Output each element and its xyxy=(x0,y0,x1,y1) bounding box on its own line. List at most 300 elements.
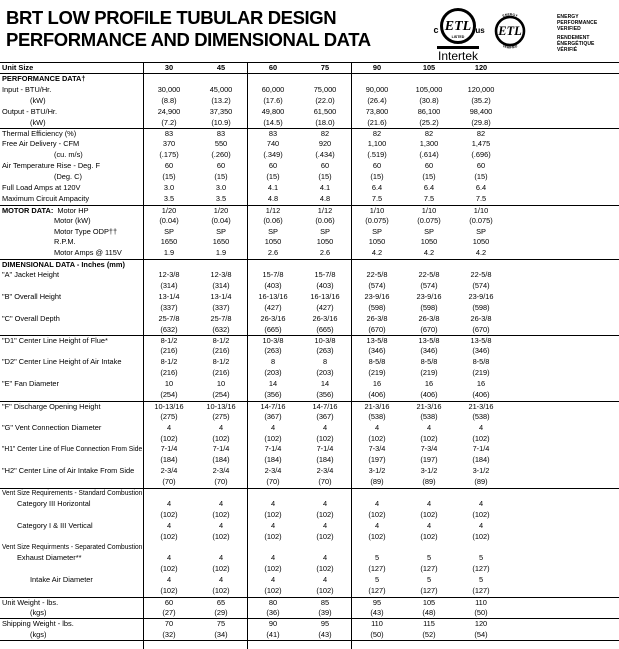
table-cell: 5 xyxy=(478,553,484,563)
caption-line: ENERGY xyxy=(557,14,579,20)
table-cell: 3-1/2 xyxy=(420,466,438,476)
table-cell: 90 xyxy=(268,619,278,629)
table-cell: 61,500 xyxy=(313,106,337,116)
table-cell: (17.6) xyxy=(263,95,283,105)
row-label xyxy=(0,357,143,367)
table-cell: 16-13/16 xyxy=(310,291,340,301)
row-label xyxy=(0,139,143,149)
table-cell: (406) xyxy=(472,389,490,399)
table-cell: 10-3/8 xyxy=(314,336,336,346)
table-cell: (0.075) xyxy=(365,215,389,225)
table-cell: 1650 xyxy=(212,237,230,247)
table-row xyxy=(0,226,619,237)
table-cell: 14 xyxy=(268,379,278,389)
table-cell: 73,800 xyxy=(365,106,389,116)
etl-verified-logo-icon xyxy=(486,7,534,60)
table-cell: 550 xyxy=(214,139,228,149)
table-row xyxy=(0,215,619,226)
row-label xyxy=(0,183,143,193)
table-cell: 16 xyxy=(424,379,434,389)
column-divider xyxy=(247,63,248,649)
table-cell: (184) xyxy=(472,455,490,465)
table-cell: 70 xyxy=(164,619,174,629)
table-cell: (275) xyxy=(160,411,178,421)
table-cell: 7-1/4 xyxy=(160,444,178,454)
table-cell: 4 xyxy=(426,498,432,508)
table-row xyxy=(0,96,619,107)
row-label-text: Full Load Amps at 120V xyxy=(2,183,81,193)
table-cell: (574) xyxy=(472,281,490,291)
table-cell: (102) xyxy=(212,585,230,595)
table-cell: 115 xyxy=(423,619,435,629)
etl-verified-ring-top: ENERGY xyxy=(501,12,519,19)
table-row xyxy=(0,422,619,433)
table-row xyxy=(0,63,619,74)
table-cell: (15) xyxy=(162,172,176,182)
table-cell: 105 xyxy=(422,597,436,607)
row-label-text: "D1" Center Line Height of Flue* xyxy=(2,336,108,346)
table-row xyxy=(0,466,619,477)
table-cell: (32) xyxy=(162,629,176,639)
table-cell: 8-5/8 xyxy=(472,357,490,367)
table-cell: 7-1/4 xyxy=(264,444,282,454)
table-cell: (670) xyxy=(368,324,386,334)
row-label-text: DIMENSIONAL DATA - Inches (mm) xyxy=(2,259,125,269)
table-cell: 12-3/8 xyxy=(158,270,180,280)
row-label xyxy=(0,412,143,422)
row-label xyxy=(0,619,143,629)
row-label-text: "C" Overall Depth xyxy=(2,313,60,323)
table-cell: (356) xyxy=(316,389,334,399)
row-label-text: Motor (kW) xyxy=(54,215,91,225)
table-row xyxy=(0,313,619,324)
table-row xyxy=(0,270,619,281)
table-cell: 24,900 xyxy=(157,106,181,116)
table-cell: 90,000 xyxy=(365,85,389,95)
table-cell: SP xyxy=(164,226,174,236)
row-label xyxy=(0,455,143,465)
row-label xyxy=(0,194,143,204)
row-label xyxy=(0,444,143,454)
table-cell: (89) xyxy=(474,477,488,487)
table-cell: (39) xyxy=(318,607,332,617)
row-label xyxy=(0,499,143,509)
caption-line: PERFORMANCE xyxy=(557,19,598,26)
table-cell: (102) xyxy=(212,531,230,541)
table-row xyxy=(0,128,619,139)
table-cell: 37,350 xyxy=(209,106,233,116)
table-cell: 21-3/16 xyxy=(468,401,494,411)
table-cell: 4 xyxy=(218,498,224,508)
table-cell: 26-3/8 xyxy=(366,313,388,323)
table-cell: (0.04) xyxy=(159,215,179,225)
table-row xyxy=(0,368,619,379)
table-cell: 8-1/2 xyxy=(212,357,230,367)
table-cell: (263) xyxy=(264,346,282,356)
table-cell: (89) xyxy=(422,477,436,487)
row-label-text: Unit Weight - lbs. xyxy=(2,597,59,607)
row-label-text: Shipping Weight - lbs. xyxy=(2,619,74,629)
table-cell: 60 xyxy=(164,161,174,171)
column-divider xyxy=(351,63,352,649)
row-label-text: Vent Size Requirements - Standard Combustion xyxy=(2,488,143,498)
table-cell: (0.075) xyxy=(469,215,493,225)
row-label xyxy=(0,281,143,291)
row-label-text: PERFORMANCE DATA† xyxy=(2,74,86,84)
table-cell: (346) xyxy=(368,346,386,356)
table-cell: (102) xyxy=(264,509,282,519)
row-label xyxy=(0,336,143,346)
row-label xyxy=(0,260,143,270)
row-label-text: (kgs) xyxy=(30,607,47,617)
table-cell: (184) xyxy=(212,455,230,465)
row-label-prefix: MOTOR DATA: xyxy=(2,205,54,215)
column-header: 75 xyxy=(320,63,330,72)
row-label xyxy=(0,586,143,596)
table-cell: (0.06) xyxy=(263,215,283,225)
row-label xyxy=(0,172,143,182)
table-cell: (102) xyxy=(368,433,386,443)
table-row xyxy=(0,248,619,259)
table-cell: 21-3/16 xyxy=(364,401,390,411)
table-row xyxy=(0,237,619,248)
table-cell: (254) xyxy=(160,389,178,399)
table-cell: (54) xyxy=(474,629,488,639)
table-cell: 120 xyxy=(474,619,488,629)
table-cell: 5 xyxy=(426,575,432,585)
table-cell: (102) xyxy=(316,564,334,574)
table-cell: (403) xyxy=(264,281,282,291)
row-label xyxy=(0,598,143,608)
table-cell: 16 xyxy=(476,379,486,389)
table-row xyxy=(0,107,619,118)
table-cell: 60,000 xyxy=(261,85,285,95)
table-cell: 5 xyxy=(374,575,380,585)
row-label-text: "D2" Center Line Height of Air Intake xyxy=(2,357,122,367)
table-cell: (102) xyxy=(420,509,438,519)
table-cell: 4.2 xyxy=(423,248,435,258)
row-label xyxy=(0,402,143,412)
etl-listed-inner-text: LISTED xyxy=(451,35,465,39)
table-cell: 86,100 xyxy=(417,106,441,116)
row-label xyxy=(0,346,143,356)
table-cell: 60 xyxy=(372,161,382,171)
row-label-text: Free Air Delivery - CFM xyxy=(2,139,80,149)
table-cell: (89) xyxy=(370,477,384,487)
table-cell: 2-3/4 xyxy=(212,466,230,476)
table-cell: 75 xyxy=(216,619,226,629)
table-cell: 25-7/8 xyxy=(210,313,232,323)
table-cell: (102) xyxy=(368,531,386,541)
table-cell: (.260) xyxy=(211,150,231,160)
table-cell: (102) xyxy=(472,531,490,541)
table-cell: 83 xyxy=(164,129,174,139)
table-cell: 21-3/16 xyxy=(416,401,442,411)
table-cell: (102) xyxy=(160,433,178,443)
table-cell: 10-3/8 xyxy=(262,336,284,346)
row-label xyxy=(0,129,143,139)
table-cell: (346) xyxy=(472,346,490,356)
table-cell: (7.2) xyxy=(161,117,177,127)
table-cell: 4 xyxy=(478,520,484,530)
row-label xyxy=(0,161,143,171)
table-cell: 65 xyxy=(216,597,226,607)
table-cell: (665) xyxy=(316,324,334,334)
table-cell: 7-3/4 xyxy=(420,444,438,454)
table-cell: 85 xyxy=(320,597,330,607)
table-row xyxy=(0,597,619,608)
table-row xyxy=(0,292,619,303)
table-cell: 105,000 xyxy=(415,85,443,95)
column-header: 120 xyxy=(474,63,488,72)
table-cell: 4 xyxy=(218,520,224,530)
table-cell: (102) xyxy=(212,433,230,443)
table-cell: 16 xyxy=(372,379,382,389)
table-cell: 7.5 xyxy=(371,193,383,203)
table-cell: 95 xyxy=(372,597,382,607)
table-cell: (48) xyxy=(422,607,436,617)
table-cell: (70) xyxy=(162,477,176,487)
table-cell: (263) xyxy=(316,346,334,356)
caption-line: RENDEMENT xyxy=(557,34,590,41)
etl-mark-text: ETL xyxy=(444,19,472,34)
table-cell: SP xyxy=(320,226,330,236)
table-row xyxy=(0,346,619,357)
table-cell: 14-7/16 xyxy=(260,401,286,411)
table-cell: 1050 xyxy=(316,237,334,247)
table-cell: 1050 xyxy=(472,237,490,247)
table-cell: (203) xyxy=(264,368,282,378)
row-label-text: "F" Discharge Opening Height xyxy=(2,401,101,411)
table-cell: (632) xyxy=(160,324,178,334)
table-cell: 4 xyxy=(426,520,432,530)
table-cell: (27) xyxy=(162,607,176,617)
table-cell: 4 xyxy=(218,422,224,432)
row-label-text: (kW) xyxy=(30,95,46,105)
table-cell: (22.0) xyxy=(315,95,335,105)
table-cell: (127) xyxy=(472,585,490,595)
table-cell: 22-5/8 xyxy=(418,270,440,280)
table-cell: (102) xyxy=(368,509,386,519)
row-label-text: (Deg. C) xyxy=(54,172,82,182)
table-cell: (203) xyxy=(316,368,334,378)
table-cell: 22-5/8 xyxy=(366,270,388,280)
table-row xyxy=(0,433,619,444)
table-row xyxy=(0,281,619,292)
table-cell: 1050 xyxy=(420,237,438,247)
row-label-text: Exhaust Diameter** xyxy=(17,553,82,563)
row-label xyxy=(0,107,143,117)
table-cell: 23-9/16 xyxy=(468,291,494,301)
caption-line: ÉNERGÉTIQUE xyxy=(557,40,595,47)
table-cell: (216) xyxy=(160,346,178,356)
table-cell: (632) xyxy=(212,324,230,334)
table-cell: (15) xyxy=(422,172,436,182)
row-label xyxy=(0,270,143,280)
table-cell: 82 xyxy=(320,129,330,139)
table-cell: 4.8 xyxy=(267,193,279,203)
table-cell: 1/10 xyxy=(473,205,489,215)
table-cell: 60 xyxy=(476,161,486,171)
table-cell: 8 xyxy=(270,357,276,367)
row-label-text: Category I & III Vertical xyxy=(17,520,93,530)
table-cell: (670) xyxy=(472,324,490,334)
row-label xyxy=(0,521,143,531)
table-cell: 13-1/4 xyxy=(210,291,232,301)
table-cell: 4 xyxy=(322,553,328,563)
table-cell: 7.5 xyxy=(423,193,435,203)
table-cell: (14.5) xyxy=(263,117,283,127)
row-label-text: Maximum Circuit Ampacity xyxy=(2,193,90,203)
table-row xyxy=(0,455,619,466)
row-label-text: "B" Overall Height xyxy=(2,291,62,301)
table-cell: 1.9 xyxy=(163,248,175,258)
table-cell: 4 xyxy=(374,498,380,508)
table-cell: 4.2 xyxy=(371,248,383,258)
table-cell: (35.2) xyxy=(471,95,491,105)
table-row xyxy=(0,150,619,161)
table-cell: 4 xyxy=(166,520,172,530)
table-cell: (216) xyxy=(160,368,178,378)
table-cell: (197) xyxy=(420,455,438,465)
table-cell: 5 xyxy=(426,553,432,563)
table-cell: (15) xyxy=(370,172,384,182)
table-cell: (427) xyxy=(264,302,282,312)
table-cell: 110 xyxy=(371,619,383,629)
table-cell: 10-13/16 xyxy=(154,401,184,411)
table-cell: 8-5/8 xyxy=(420,357,438,367)
table-cell: (127) xyxy=(368,585,386,595)
row-label-text: Output - BTU/Hr. xyxy=(2,106,58,116)
table-cell: (254) xyxy=(212,389,230,399)
table-cell: (43) xyxy=(318,629,332,639)
table-row xyxy=(0,618,619,629)
table-cell: (102) xyxy=(316,585,334,595)
row-label xyxy=(0,553,143,563)
table-cell: 4 xyxy=(322,575,328,585)
table-row xyxy=(0,488,619,499)
etl-verified-mark-text: ETL xyxy=(498,24,522,38)
row-label xyxy=(0,466,143,476)
column-header: 105 xyxy=(422,63,436,72)
row-label-text: (cu. m/s) xyxy=(54,150,83,160)
row-label xyxy=(0,292,143,302)
row-label-text: Motor Amps @ 115V xyxy=(54,248,122,258)
table-cell: 95 xyxy=(320,619,330,629)
table-cell: (.519) xyxy=(367,150,387,160)
table-cell: (0.04) xyxy=(211,215,231,225)
table-cell: (.434) xyxy=(315,150,335,160)
table-row xyxy=(0,520,619,531)
row-label-text: "H1" Center Line of Flue Connection From Side xyxy=(2,444,143,454)
table-cell: (538) xyxy=(472,411,490,421)
column-header: 30 xyxy=(164,63,174,72)
table-cell: 6.4 xyxy=(475,183,487,193)
table-cell: 7-1/4 xyxy=(472,444,490,454)
table-cell: 75,000 xyxy=(313,85,337,95)
table-cell: 7.5 xyxy=(475,193,487,203)
table-cell: 4 xyxy=(270,575,276,585)
table-row xyxy=(0,335,619,346)
table-row xyxy=(0,564,619,575)
table-cell: (.696) xyxy=(471,150,491,160)
table-cell: 1650 xyxy=(160,237,178,247)
table-cell: (219) xyxy=(472,368,490,378)
table-cell: 4 xyxy=(270,553,276,563)
table-cell: 3.5 xyxy=(215,193,227,203)
table-cell: 60 xyxy=(164,597,174,607)
table-row xyxy=(0,444,619,455)
row-label-text: Category III Horizontal xyxy=(17,498,91,508)
table-cell: 1.9 xyxy=(215,248,227,258)
table-row xyxy=(0,139,619,150)
table-cell: 120,000 xyxy=(467,85,495,95)
row-label xyxy=(0,510,143,520)
row-label-text: (kW) xyxy=(30,117,46,127)
unit-size-label-text: Unit Size xyxy=(2,63,34,72)
row-label xyxy=(0,150,143,160)
table-cell: 22-5/8 xyxy=(470,270,492,280)
table-cell: (0.06) xyxy=(315,215,335,225)
table-cell: 7-1/4 xyxy=(316,444,334,454)
table-cell: 82 xyxy=(476,129,486,139)
spec-table xyxy=(0,62,619,649)
table-row xyxy=(0,74,619,85)
row-label-text: "G" Vent Connection Diameter xyxy=(2,422,102,432)
table-cell: (15) xyxy=(266,172,280,182)
table-cell: (337) xyxy=(160,302,178,312)
table-row xyxy=(0,183,619,194)
table-cell: (538) xyxy=(368,411,386,421)
table-cell: 83 xyxy=(216,129,226,139)
table-cell: (102) xyxy=(160,531,178,541)
table-cell: (70) xyxy=(318,477,332,487)
table-cell: (.175) xyxy=(159,150,179,160)
table-cell: 8-1/2 xyxy=(160,357,178,367)
row-label xyxy=(0,227,143,237)
table-cell: (184) xyxy=(160,455,178,465)
table-cell: 14-7/16 xyxy=(312,401,338,411)
page-title-line-2: PERFORMANCE AND DIMENSIONAL DATA xyxy=(6,28,371,50)
table-cell: 4 xyxy=(218,553,224,563)
table-cell: 82 xyxy=(424,129,434,139)
table-cell: (216) xyxy=(212,368,230,378)
row-label xyxy=(0,608,143,618)
row-label-text: "E" Fan Diameter xyxy=(2,379,59,389)
table-cell: (15) xyxy=(474,172,488,182)
table-cell: (41) xyxy=(266,629,280,639)
table-cell: 920 xyxy=(318,139,332,149)
row-label xyxy=(0,630,143,640)
table-cell: (598) xyxy=(472,302,490,312)
table-cell: 10 xyxy=(164,379,174,389)
table-cell: (102) xyxy=(472,509,490,519)
row-label xyxy=(0,325,143,335)
table-cell: 4 xyxy=(270,498,276,508)
table-cell: 7-3/4 xyxy=(368,444,386,454)
table-row xyxy=(0,412,619,423)
row-label xyxy=(0,542,143,552)
row-label xyxy=(0,532,143,542)
table-cell: (102) xyxy=(212,564,230,574)
table-cell: (.614) xyxy=(419,150,439,160)
table-row xyxy=(0,575,619,586)
table-cell: (574) xyxy=(368,281,386,291)
table-cell: (574) xyxy=(420,281,438,291)
table-cell: 6.4 xyxy=(371,183,383,193)
table-cell: 1,100 xyxy=(367,139,387,149)
row-label xyxy=(0,216,143,226)
